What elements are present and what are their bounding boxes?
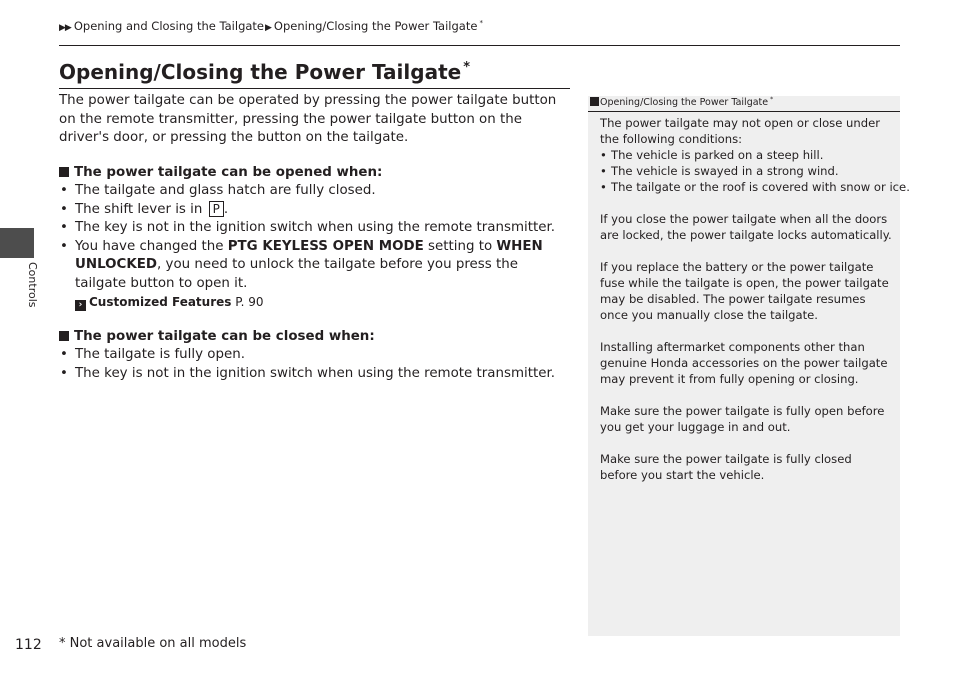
- list-item: • The tailgate or the roof is covered with snow or ice.: [600, 179, 892, 195]
- breadcrumb-item-tailgate[interactable]: Opening and Closing the Tailgate: [73, 19, 264, 33]
- footnote: * Not available on all models: [59, 636, 247, 651]
- sidebar-body: [600, 115, 910, 499]
- list-item-text: .: [223, 201, 229, 217]
- list-item-text: setting to: [423, 238, 497, 254]
- close-section-heading-text: The power tailgate can be closed when:: [74, 328, 375, 344]
- list-item: • The key is not in the ignition switch when using the remote transmitter.: [59, 365, 571, 384]
- cross-reference-title[interactable]: Customized Features: [89, 295, 232, 309]
- list-item-text: You have changed the: [75, 238, 228, 254]
- page-title-text: Opening/Closing the Power Tailgate: [59, 60, 462, 84]
- breadcrumb: [59, 19, 483, 33]
- square-bullet-icon: [59, 331, 69, 341]
- chapter-tab: [0, 228, 34, 258]
- intro-paragraph: The power tailgate can be operated by pressing the power tailgate button on the remote transmitter, pressing the power tailgate button on the driver's door, or pressing the button on the tailgate.: [59, 93, 557, 145]
- list-item: • The tailgate and glass hatch are fully closed.: [59, 182, 571, 201]
- sidebar-paragraph: Make sure the power tailgate is fully open before you get your luggage in and out.: [600, 404, 885, 434]
- list-item: • The vehicle is swayed in a strong wind.: [600, 163, 892, 179]
- page-title: [59, 60, 470, 84]
- list-item: [59, 201, 571, 220]
- sidebar-paragraph: If you replace the battery or the power tailgate fuse while the tailgate is open, the power tailgate may be disabled. The power tailgate resumes once you manually close the tailgate.: [600, 260, 889, 322]
- setting-name: PTG KEYLESS OPEN MODE: [227, 238, 424, 254]
- sidebar-heading-text: Opening/Closing the Power Tailgate: [600, 97, 769, 108]
- list-item-text: The shift lever is in: [75, 201, 207, 217]
- page-number: 112: [15, 637, 42, 653]
- sidebar-heading-star: *: [770, 96, 774, 103]
- sidebar-conditions-list: [600, 147, 910, 195]
- open-section-heading: [59, 164, 571, 183]
- square-bullet-icon: [59, 167, 69, 177]
- note-marker-icon: [590, 97, 599, 106]
- list-item: • The vehicle is parked on a steep hill.: [600, 147, 892, 163]
- list-item-text: , you need to unlock the tailgate before you press the tailgate button to open it.: [75, 257, 518, 291]
- list-item: • The tailgate is fully open.: [59, 346, 571, 365]
- sidebar-paragraph: The power tailgate may not open or close under the following conditions:: [600, 116, 880, 146]
- title-divider: [59, 88, 570, 89]
- setting-value: WHEN UNLOCKED: [75, 238, 543, 272]
- open-section-heading-text: The power tailgate can be opened when:: [74, 164, 383, 180]
- header-divider: [59, 45, 900, 46]
- sidebar-paragraph: Make sure the power tailgate is fully closed before you start the vehicle.: [600, 452, 852, 482]
- close-conditions-list: [59, 346, 571, 383]
- double-arrow-icon: ▶▶: [59, 23, 71, 33]
- list-item: [59, 238, 571, 294]
- park-position-icon: P: [209, 201, 224, 217]
- sidebar-paragraph: If you close the power tailgate when all the doors are locked, the power tailgate locks automatically.: [600, 212, 892, 242]
- cross-reference-page[interactable]: P. 90: [231, 295, 264, 309]
- list-item: • The key is not in the ignition switch when using the remote transmitter.: [59, 219, 571, 238]
- sidebar-divider: [588, 111, 900, 112]
- sidebar-paragraph: Installing aftermarket components other than genuine Honda accessories on the power tailgate may prevent it from fully opening or closing.: [600, 340, 888, 386]
- cross-reference-link[interactable]: [59, 293, 571, 312]
- breadcrumb-star: *: [479, 19, 483, 27]
- arrow-icon: ▶: [265, 23, 272, 33]
- reference-arrow-icon: ›: [75, 300, 86, 311]
- close-section-heading: [59, 328, 571, 347]
- sidebar-heading: [590, 96, 773, 108]
- open-conditions-list: [59, 182, 571, 293]
- chapter-label: Controls: [26, 262, 39, 308]
- page-title-star: *: [463, 60, 470, 75]
- main-content: [59, 92, 571, 383]
- breadcrumb-item-power-tailgate[interactable]: Opening/Closing the Power Tailgate: [273, 19, 478, 33]
